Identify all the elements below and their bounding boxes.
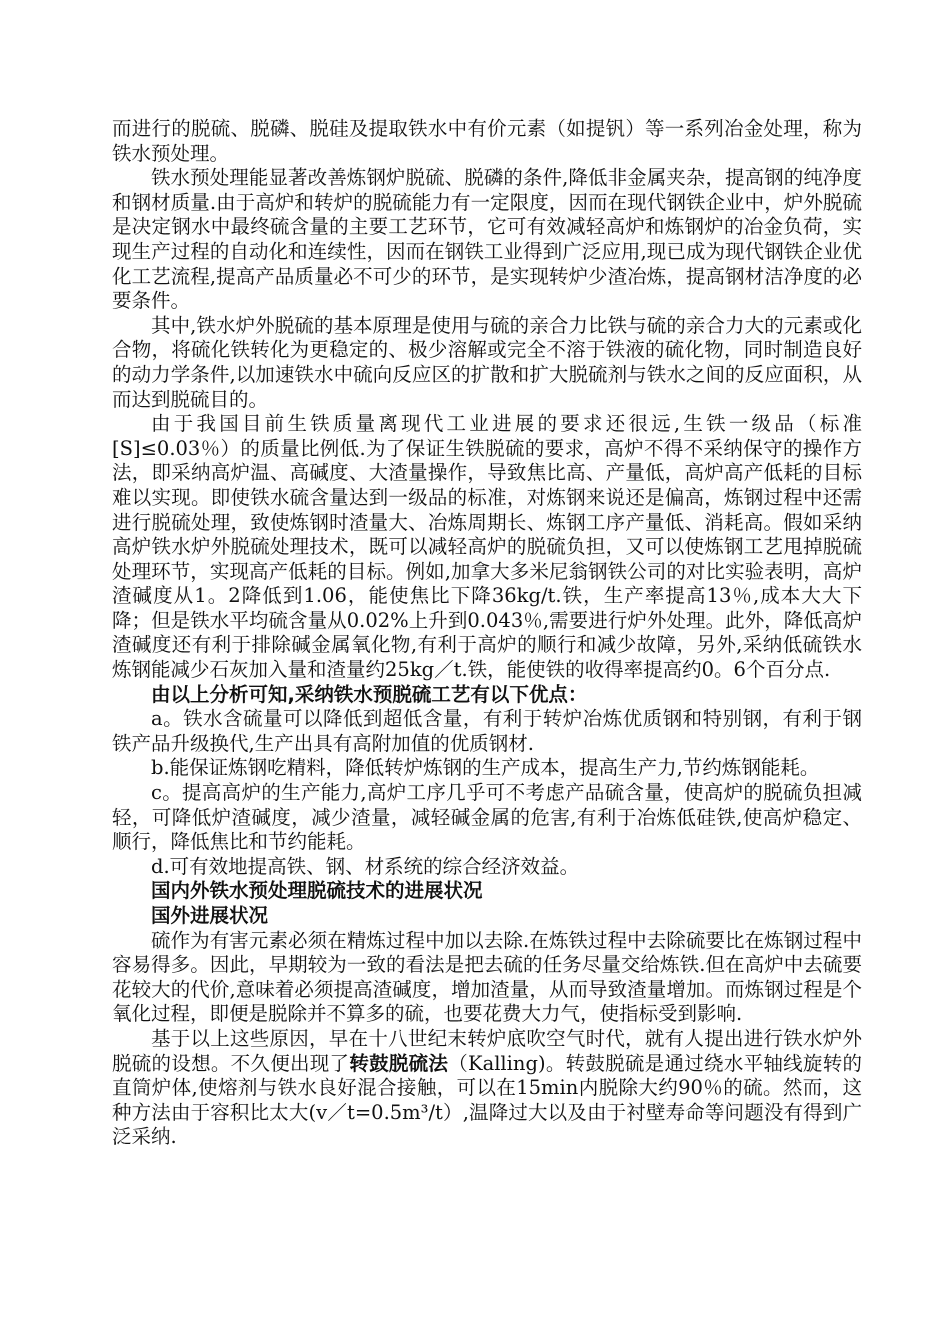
list-item: c。提高高炉的生产能力,高炉工序几乎可不考虑产品硫含量，使高炉的脱硫负担减轻，可降低炉渣碱度，减少渣量，减轻碱金属的危害,有利于冶炼低硅铁,使高炉稳定、顺行，降低焦比和节约能耗。 [112,781,862,854]
list-item: d.可有效地提高铁、钢、材系统的综合经济效益。 [151,854,580,878]
paragraph-text: 基于以上这些原因，早在十八世纪末转炉底吹空气时代，就有人提出进行铁水炉外脱硫的设想。不久便出现了 [112,1026,862,1075]
paragraph: 而进行的脱硫、脱磷、脱硅及提取铁水中有价元素（如提钒）等一系列冶金处理，称为铁水预处理。 [112,117,862,165]
section-lead: 由以上分析可知,采纳铁水预脱硫工艺有以下优点： [151,682,588,706]
paragraph: 由于我国目前生铁质量离现代工业进展的要求还很远,生铁一级品（标准[S]≤0.03％）的质量比例低.为了保证生铁脱硫的要求，高炉不得不采纳保守的操作方法，即采纳高炉温、高碱度、大渣量操作，导致焦比高、产量低，高炉高产低耗的目标难以实现。即使铁水硫含量达到一级品的标准，对炼钢来说还是偏高，炼钢过程中还需进行脱硫处理，致使炼钢时渣量大、冶炼周期长、炼钢工序产量低、消耗高。假如采纳高炉铁水炉外脱硫处理技术，既可以减轻高炉的脱硫负担，又可以使炼钢工艺甩掉脱硫处理环节，实现高产低耗的目标。例如,加拿大多米尼翁钢铁公司的对比实验表明，高炉渣碱度从1。2降低到1.06，能使焦比下降36kg/t.铁，生产率提高13％,成本大大下降；但是铁水平均硫含量从0.02%上升到0.043％,需要进行炉外处理。此外，降低高炉渣碱度还有利于排除碱金属氧化物,有利于高炉的顺行和减少故障，另外,采纳低硫铁水炼钢能减少石灰加入量和渣量约25kg／t.铁，能使铁的收得率提高约0。6个百分点. [112,412,862,682]
paragraph [112,1027,862,1150]
paragraph: 其中,铁水炉外脱硫的基本原理是使用与硫的亲合力比铁与硫的亲合力大的元素或化合物，将硫化铁转化为更稳定的、极少溶解或完全不溶于铁液的硫化物，同时制造良好的动力学条件,以加速铁水中硫向反应区的扩散和扩大脱硫剂与铁水之间的反应面积，从而达到脱硫目的。 [112,313,862,411]
section-heading: 国内外铁水预处理脱硫技术的进展状况 [151,879,483,903]
list-item: b.能保证炼钢吃精料，降低转炉炼钢的生产成本，提高生产力,节约炼钢能耗。 [151,756,820,780]
paragraph: 铁水预处理能显著改善炼钢炉脱硫、脱磷的条件,降低非金属夹杂，提高钢的纯净度和钢材质量.由于高炉和转炉的脱硫能力有一定限度，因而在现代钢铁企业中，炉外脱硫是决定钢水中最终硫含量的主要工艺环节，它可有效减轻高炉和炼钢炉的冶金负荷，实现生产过程的自动化和连续性，因而在钢铁工业得到广泛应用,现已成为现代钢铁企业优化工艺流程,提高产品质量必不可少的环节，是实现转炉少渣冶炼，提高钢材洁净度的必要条件。 [112,166,862,313]
list-item: a。铁水含硫量可以降低到超低含量，有利于转炉冶炼优质钢和特别钢，有利于钢铁产品升级换代,生产出具有高附加值的优质钢材. [112,707,862,755]
document-body [112,117,862,1150]
term-highlight: 转鼓脱硫法 [349,1051,449,1075]
paragraph: 硫作为有害元素必须在精炼过程中加以去除.在炼铁过程中去除硫要比在炼钢过程中容易得多。因此，早期较为一致的看法是把去硫的任务尽量交给炼铁.但在高炉中去硫要花较大的代价,意味着必须提高渣碱度，增加渣量，从而导致渣量增加。而炼钢过程是个氧化过程，即便是脱除并不算多的硫，也要花费大力气，使指标受到影响. [112,928,862,1026]
subsection-heading: 国外进展状况 [151,904,269,927]
paragraph-text: （Kalling)。转鼓脱硫是通过绕水平轴线旋转的直筒炉体,使熔剂与铁水良好混合接触，可以在15min内脱除大约90％的硫。然而，这种方法由于容积比太大(v／t=0.5m³/t）,温降过大以及由于衬壁寿命等问题没有得到广泛采纳. [112,1051,862,1149]
